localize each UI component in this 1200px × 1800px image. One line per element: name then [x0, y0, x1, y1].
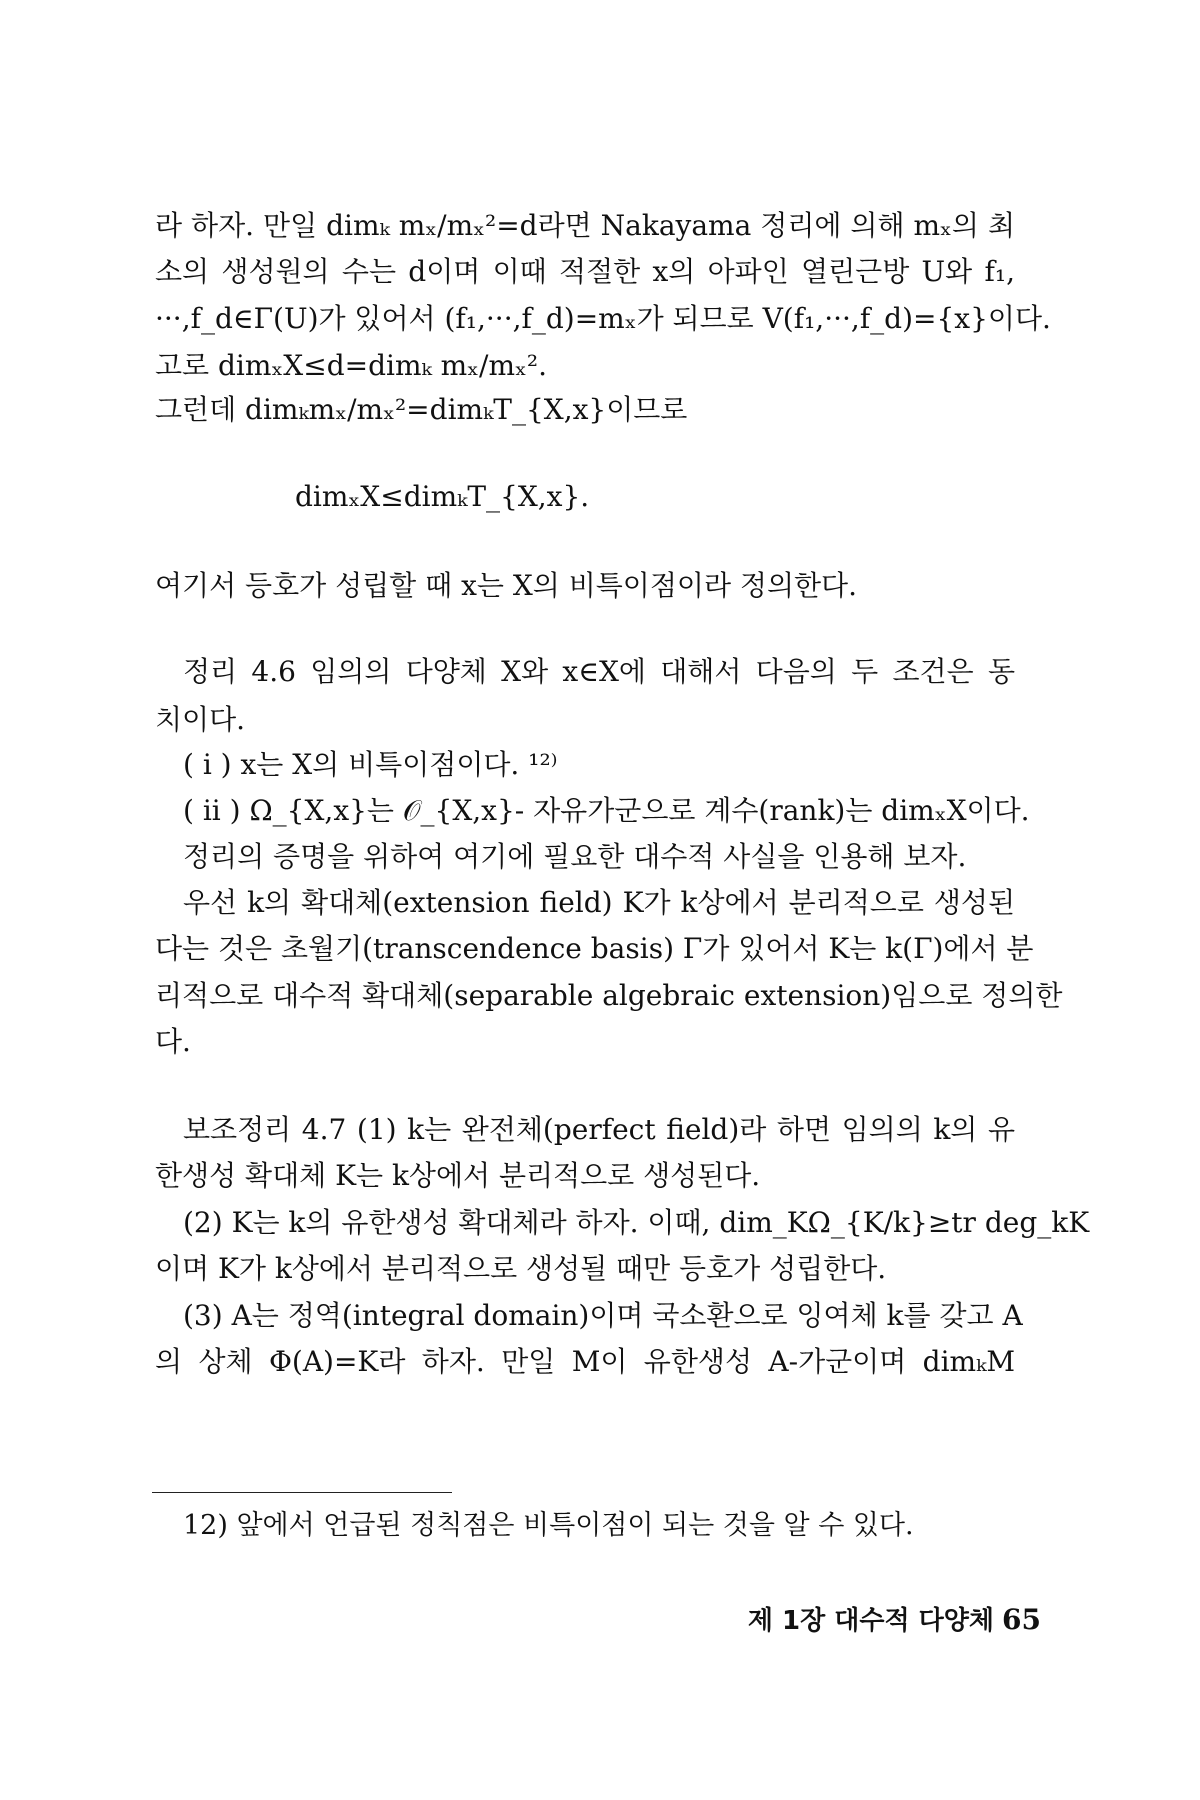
lemma-4-7-line-6: 의 상체 Φ(A)=K라 하자. 만일 M이 유한생성 A-가군이며 dimₖM: [155, 1345, 1015, 1378]
theorem-4-6-line-2: 치이다.: [155, 703, 246, 736]
body-line-16: 다.: [155, 1025, 191, 1058]
theorem-condition-ii: ( ii ) Ω_{X,x}는 𝒪_{X,x}- 자유가군으로 계수(rank)는 dimₓX이다.: [183, 794, 1030, 827]
footnote-divider: [152, 1492, 452, 1493]
body-line-2: 소의 생성원의 수는 d이며 이때 적절한 x의 아파인 열린근방 U와 f₁,: [155, 255, 1015, 288]
body-line-4: 고로 dimₓX≤d=dimₖ mₓ/mₓ².: [155, 349, 548, 382]
lemma-4-7-line-5: (3) A는 정역(integral domain)이며 국소환으로 잉여체 k를 갖고 A: [183, 1299, 1023, 1332]
body-line-12: 정리의 증명을 위하여 여기에 필요한 대수적 사실을 인용해 보자.: [183, 840, 967, 873]
body-line-5: 그런데 dimₖmₓ/mₓ²=dimₖT_{X,x}이므로: [155, 393, 688, 426]
running-footer-title: 제 1장 대수적 다양체: [747, 1606, 994, 1636]
footnote-12: 12) 앞에서 언급된 정칙점은 비특이점이 되는 것을 알 수 있다.: [183, 1510, 914, 1541]
lemma-4-7-line-2: 한생성 확대체 K는 k상에서 분리적으로 생성된다.: [155, 1159, 761, 1192]
theorem-condition-i: ( i ) x는 X의 비특이점이다. ¹²⁾: [183, 748, 558, 781]
body-line-3: ···,f_d∈Γ(U)가 있어서 (f₁,···,f_d)=mₓ가 되므로 V(f₁,···,f_d)={x}이다.: [155, 302, 1051, 335]
body-line-7: 여기서 등호가 성립할 때 x는 X의 비특이점이라 정의한다.: [155, 569, 857, 602]
lemma-4-7-line-1: 보조정리 4.7 (1) k는 완전체(perfect field)라 하면 임의의 k의 유: [183, 1113, 1015, 1146]
lemma-4-7-line-4: 이며 K가 k상에서 분리적으로 생성될 때만 등호가 성립한다.: [155, 1252, 887, 1285]
theorem-4-6-line-1: 정리 4.6 임의의 다양체 X와 x∈X에 대해서 다음의 두 조건은 동: [183, 655, 1015, 688]
body-line-13: 우선 k의 확대체(extension field) K가 k상에서 분리적으로 생성된: [183, 886, 1015, 919]
page-number: 65: [1002, 1603, 1041, 1636]
body-line-15: 리적으로 대수적 확대체(separable algebraic extension)임으로 정의한: [155, 979, 1063, 1012]
display-equation: dimₓX≤dimₖT_{X,x}.: [295, 480, 590, 513]
body-line-1: 라 하자. 만일 dimₖ mₓ/mₓ²=d라면 Nakayama 정리에 의해 mₓ의 최: [155, 209, 1015, 242]
lemma-4-7-line-3: (2) K는 k의 유한생성 확대체라 하자. 이때, dim_KΩ_{K/k}≥tr deg_kK: [183, 1206, 1090, 1239]
body-line-14: 다는 것은 초월기(transcendence basis) Γ가 있어서 K는 k(Γ)에서 분: [155, 932, 1034, 965]
